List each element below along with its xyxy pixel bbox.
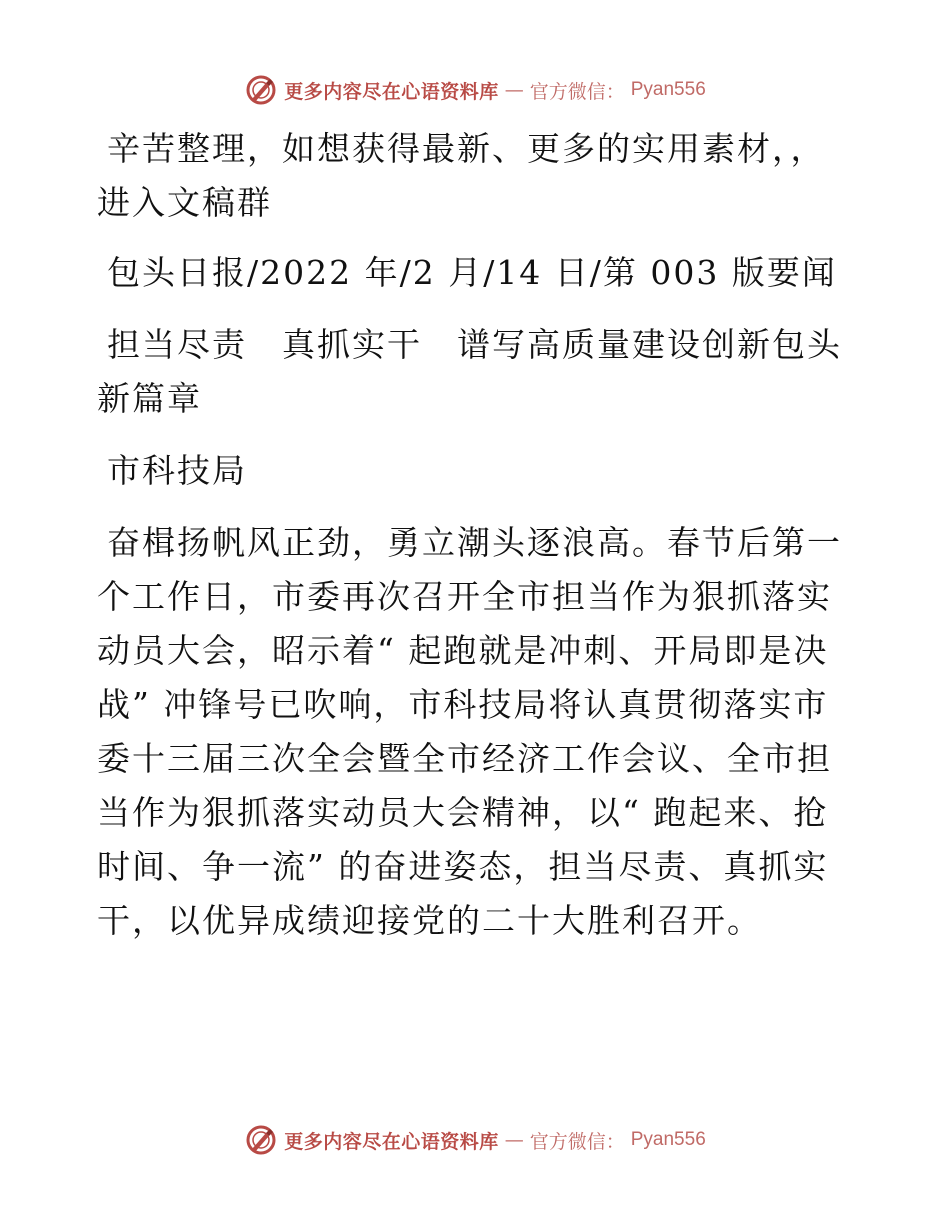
body-paragraph: 奋楫扬帆风正劲，勇立潮头逐浪高。春节后第一个工作日，市委再次召开全市担当作为狠抓落实动员大会，昭示着“ 起跑就是冲刺、开局即是决战” 冲锋号已吹响，市科技局将认真贯彻落实市委十三届三次全会暨全市经济工作会议、全市担当作为狠抓落实动员大会精神，以“ 跑起来、抢时间、争一流” 的奋进姿态，担当尽责、真抓实干，以优异成绩迎接党的二十大胜利召开。 (97, 523, 842, 940)
watermark-header (0, 70, 950, 110)
document-body (97, 122, 857, 964)
watermark-site-text: 更多内容尽在心语资料库 (284, 80, 499, 103)
source-line: 包头日报/2022 年/2 月/14 日/第 003 版要闻 (107, 253, 837, 292)
intro-paragraph: 辛苦整理，如想获得最新、更多的实用素材，，进入文稿群 (97, 129, 826, 222)
watermark-wechat-id: Pyan556 (630, 1129, 706, 1150)
watermark-separator: — (504, 79, 524, 101)
watermark-label: 官方微信： (529, 80, 625, 103)
watermark-label: 官方微信： (529, 1130, 625, 1153)
pen-circle-logo-icon (244, 73, 278, 107)
watermark-site-text: 更多内容尽在心语资料库 (284, 1130, 499, 1153)
article-title: 担当尽责 真抓实干 谱写高质量建设创新包头新篇章 (97, 325, 842, 418)
watermark-separator: — (504, 1129, 524, 1151)
watermark-wechat-id: Pyan556 (630, 79, 706, 100)
department-name: 市科技局 (107, 451, 247, 490)
watermark-footer (0, 1120, 950, 1160)
pen-circle-logo-icon (244, 1123, 278, 1157)
